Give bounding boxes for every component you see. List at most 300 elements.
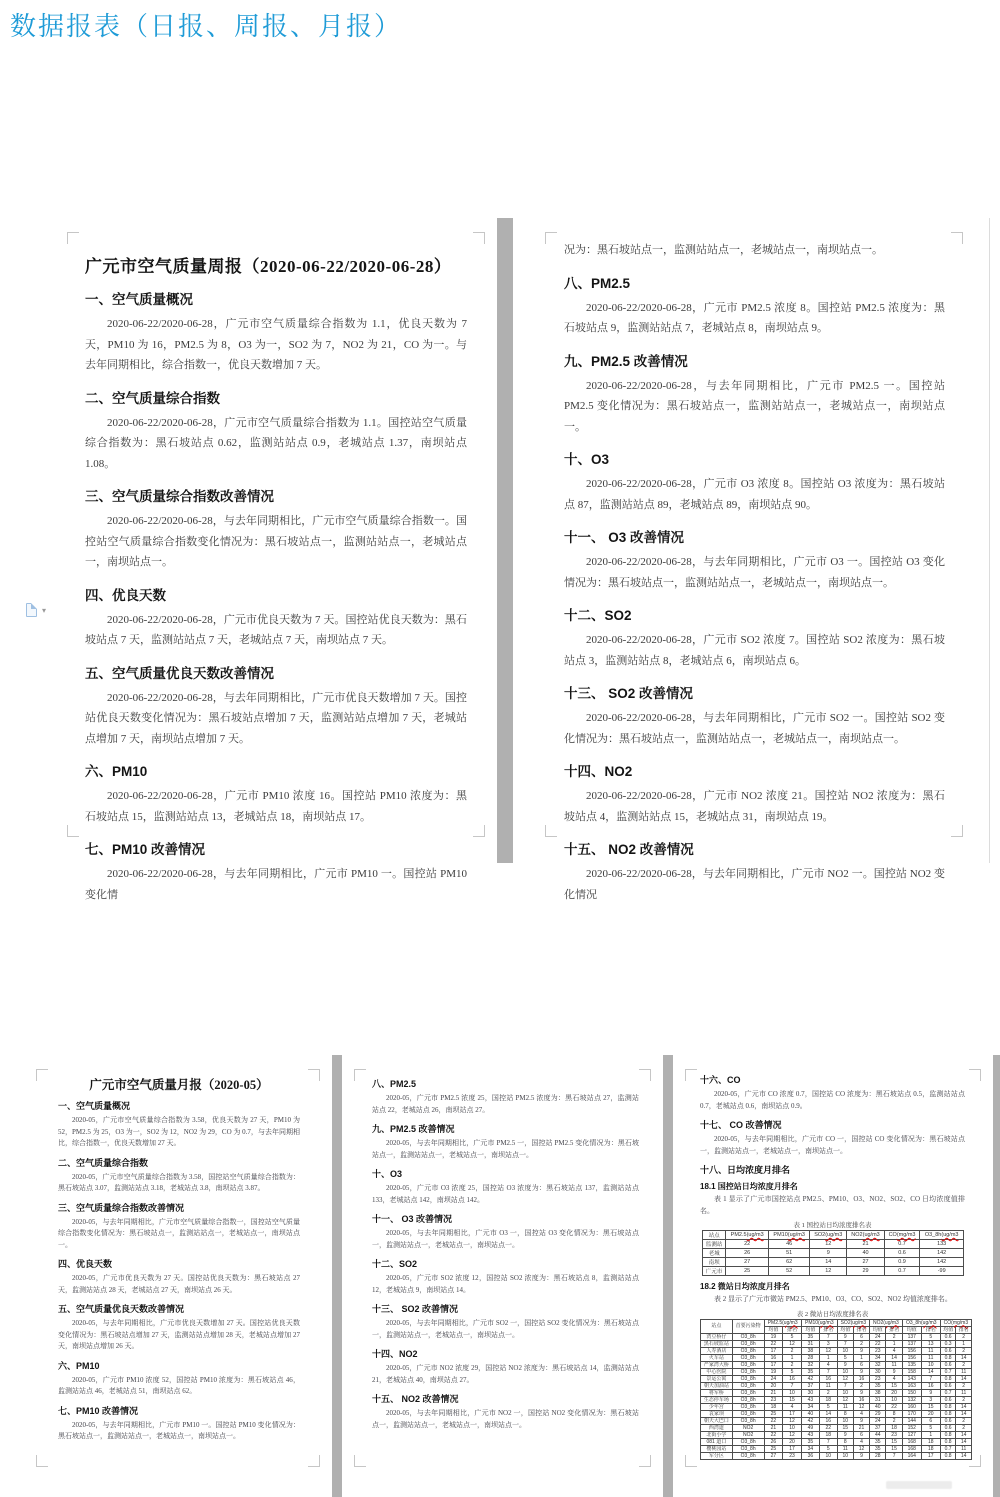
station-name-cell: 中心医院 bbox=[701, 1368, 733, 1375]
page-margin-mark bbox=[545, 825, 557, 837]
table-cell: 15 bbox=[886, 1438, 902, 1445]
table-cell: 9 bbox=[853, 1347, 869, 1354]
table-cell: 35 bbox=[801, 1438, 819, 1445]
table-cell: 9 bbox=[837, 1431, 853, 1438]
table-cell: 3 bbox=[819, 1340, 837, 1347]
table-cell: 23 bbox=[870, 1375, 886, 1382]
primary-pollutant-cell: O3_8h bbox=[732, 1368, 764, 1375]
table-cell: 14 bbox=[956, 1403, 972, 1410]
table-cell: 16 bbox=[921, 1382, 940, 1389]
primary-pollutant-cell: O3_8h bbox=[732, 1445, 764, 1452]
table-cell: 8 bbox=[886, 1410, 902, 1417]
table-cell: 0.6 bbox=[884, 1249, 920, 1258]
table-cell: 4 bbox=[819, 1361, 837, 1368]
primary-pollutant-cell: O3_8h bbox=[732, 1410, 764, 1417]
report-section bbox=[372, 1347, 639, 1386]
table-cell: 11 bbox=[837, 1445, 853, 1452]
weekly-report-page-1 bbox=[55, 218, 497, 901]
table-cell: 0.6 bbox=[940, 1396, 956, 1403]
section-heading: 七、PM10 改善情况 bbox=[85, 842, 206, 857]
table-cell: 137 bbox=[902, 1333, 921, 1340]
table-cell: 156 bbox=[902, 1354, 921, 1361]
table-cell: 35 bbox=[801, 1333, 819, 1340]
table-cell: 13 bbox=[921, 1340, 940, 1347]
section-body: 2020-05，与去年同期相比，广元市优良天数增加 27 天。国控站优良天数变化情况为：黑石坡站点增加 27 天，监测站站点增加 28 天，老城站点增加 27 天，南坝站点增加 26 天。 bbox=[58, 1319, 300, 1350]
table-cell: 0.6 bbox=[940, 1424, 956, 1431]
table-cell: 156 bbox=[902, 1347, 921, 1354]
table-cell: 150 bbox=[902, 1389, 921, 1396]
table-cell: 27 bbox=[726, 1258, 769, 1267]
table-cell: 4 bbox=[783, 1403, 802, 1410]
national-ranking-desc: 表 1 显示了广元市国控站点 PM2.5、PM10、O3、NO2、SO2、CO 日均浓度值排名。 bbox=[700, 1195, 965, 1215]
report-section bbox=[564, 838, 945, 905]
section-body: 2020-05，广元市 O3 浓度 25，国控站 O3 浓度为：黑石坡站点 137，监测站站点 133，老城站点 142，南坝站点 142。 bbox=[372, 1184, 639, 1204]
table-cell: 3 bbox=[921, 1396, 940, 1403]
report-section bbox=[85, 584, 467, 651]
station-name-cell: 军分区 bbox=[701, 1452, 733, 1459]
table-cell: 11 bbox=[956, 1445, 972, 1452]
station-name-cell: 北街小学 bbox=[701, 1431, 733, 1438]
table-row bbox=[703, 1267, 964, 1276]
section-body: 2020-06-22/2020-06-28，广元市空气质量综合指数为 1.1。国控站空气质量综合指数为：黑石坡站点 0.62，监测站站点 0.9，老城站点 1.37，南坝站点 1.08。 bbox=[85, 416, 467, 470]
page-gap bbox=[663, 1055, 673, 1497]
table-cell: 9 bbox=[853, 1417, 869, 1424]
subheader-cell: 排名 bbox=[956, 1326, 972, 1333]
report-section bbox=[58, 1404, 300, 1443]
weekly-report-page-2 bbox=[513, 218, 975, 901]
primary-pollutant-cell: O3_8h bbox=[732, 1438, 764, 1445]
station-name-cell: 生态停车场 bbox=[701, 1396, 733, 1403]
viewport-edge-strip bbox=[993, 1055, 1000, 1497]
table-cell: 20 bbox=[886, 1389, 902, 1396]
report-section bbox=[372, 1257, 639, 1296]
primary-pollutant-cell: O3_8h bbox=[732, 1347, 764, 1354]
section-heading: 十六、CO bbox=[700, 1075, 741, 1085]
monthly-page2-sections bbox=[372, 1077, 639, 1431]
table-cell: 49 bbox=[801, 1424, 819, 1431]
subheader-cell: 排名 bbox=[921, 1326, 940, 1333]
table-cell: 5 bbox=[819, 1403, 837, 1410]
table-cell: -99 bbox=[920, 1267, 964, 1276]
section-body: 2020-05，与去年同期相比，广元市 O3 一，国控站 O3 变化情况为：黑石坡站点一，监测站站点一，老城站点一，南坝站点一。 bbox=[372, 1229, 639, 1249]
table-row bbox=[701, 1333, 972, 1340]
page-margin-mark bbox=[685, 1069, 697, 1081]
table-cell: 37 bbox=[870, 1424, 886, 1431]
table-cell: 17 bbox=[783, 1410, 802, 1417]
report-section bbox=[372, 1122, 639, 1161]
table-cell: 6 bbox=[853, 1333, 869, 1340]
table-cell: 10 bbox=[837, 1347, 853, 1354]
table-cell: 142 bbox=[920, 1258, 964, 1267]
report-section bbox=[564, 604, 945, 671]
subheader-cell: 排名 bbox=[783, 1326, 802, 1333]
unit-label: (mg/m3 bbox=[896, 1232, 916, 1238]
table-cell: 0.8 bbox=[940, 1410, 956, 1417]
table-cell: 38 bbox=[801, 1347, 819, 1354]
table-cell: 142 bbox=[920, 1249, 964, 1258]
page-margin-mark bbox=[545, 232, 557, 244]
section-heading: 四、优良天数 bbox=[85, 587, 166, 603]
table-cell: 29 bbox=[870, 1410, 886, 1417]
table-row bbox=[701, 1445, 972, 1452]
table-body bbox=[701, 1333, 972, 1459]
table-cell: 15 bbox=[783, 1396, 802, 1403]
micro-ranking-subheading: 18.2 微站日均浓度月排名 bbox=[700, 1282, 790, 1291]
report-section bbox=[58, 1257, 300, 1296]
table-cell: 12 bbox=[783, 1417, 802, 1424]
table-cell: 163 bbox=[902, 1382, 921, 1389]
table-cell: 11 bbox=[819, 1382, 837, 1389]
table-cell: 6 bbox=[921, 1417, 940, 1424]
table-cell: 0.8 bbox=[940, 1438, 956, 1445]
station-name-cell: 朝天加油站 bbox=[701, 1382, 733, 1389]
table-cell: 9 bbox=[921, 1389, 940, 1396]
table-cell: 168 bbox=[902, 1438, 921, 1445]
table-cell: 16 bbox=[853, 1396, 869, 1403]
section-heading: 十、O3 bbox=[372, 1169, 403, 1179]
section-heading: 十、O3 bbox=[564, 452, 610, 467]
station-name-cell: 黑石坡监站 bbox=[701, 1340, 733, 1347]
report-section bbox=[85, 760, 467, 827]
report-section bbox=[85, 485, 467, 573]
table-cell: 170 bbox=[902, 1410, 921, 1417]
section-body: 2020-05，与去年同期相比，广元市 PM10 一。国控站 PM10 变化情况为：黑石坡站点一，监测站站点一，老城站点一，南坝站点一。 bbox=[58, 1420, 300, 1440]
table-cell: 52 bbox=[769, 1267, 810, 1276]
table-cell: 9 bbox=[853, 1368, 869, 1375]
table-cell: 31 bbox=[801, 1340, 819, 1347]
primary-pollutant-cell: O3_8h bbox=[732, 1417, 764, 1424]
table-cell: 20 bbox=[921, 1410, 940, 1417]
table-cell: 9 bbox=[853, 1452, 869, 1459]
section-body: 2020-06-22/2020-06-28，广元市空气质量综合指数为 1.1，优良天数为 7 天，PM10 为 16，PM2.5 为 8，O3 为一，SO2 为 7，NO2 为 21，CO 为一。与去年同期相比，综合指数一，优良天数增加 7 天。 bbox=[85, 318, 467, 371]
table-cell: 22 bbox=[819, 1424, 837, 1431]
table-cell: 21 bbox=[764, 1389, 783, 1396]
section-body: 2020-06-22/2020-06-28，广元市优良天数为 7 天。国控站优良天数为：黑石坡站点 7 天，监测站站点 7 天，老城站点 7 天，南坝站点 7 天。 bbox=[85, 613, 467, 646]
report-section bbox=[372, 1392, 639, 1431]
table-cell: 9 bbox=[810, 1249, 847, 1258]
table-cell: 0.7 bbox=[940, 1445, 956, 1452]
pollutant-header-cell: PM2.5(ug/m3 bbox=[764, 1319, 801, 1326]
table-cell: 0.8 bbox=[940, 1354, 956, 1361]
table-row bbox=[701, 1438, 972, 1445]
table-cell: 132 bbox=[902, 1396, 921, 1403]
section-heading: 十三、 SO2 改善情况 bbox=[564, 686, 694, 701]
section-heading: 三、空气质量综合指数改善情况 bbox=[58, 1202, 185, 1213]
table-cell: 35 bbox=[870, 1382, 886, 1389]
primary-pollutant-cell: O3_8h bbox=[732, 1340, 764, 1347]
table-cell: 62 bbox=[769, 1258, 810, 1267]
table-cell: 18 bbox=[819, 1396, 837, 1403]
subheader-cell: 排名 bbox=[819, 1326, 837, 1333]
subheader-cell: 均值 bbox=[902, 1326, 921, 1333]
section-body: 2020-05，广元市 PM10 浓度 52，国控站 PM10 浓度为：黑石坡站点 46，监测站站点 46，老城站点 51，南坝站点 62。 bbox=[58, 1375, 300, 1395]
table-cell: 44 bbox=[870, 1431, 886, 1438]
table-cell: 16 bbox=[783, 1375, 802, 1382]
table-cell: 1 bbox=[921, 1431, 940, 1438]
station-name-cell: 严家湾大桥 bbox=[701, 1361, 733, 1368]
table-cell: 17 bbox=[764, 1361, 783, 1368]
table-cell: 10 bbox=[886, 1396, 902, 1403]
table-cell: 5 bbox=[783, 1368, 802, 1375]
table-header-row bbox=[703, 1231, 964, 1240]
weekly-report-title: 广元市空气质量周报（2020-06-22/2020-06-28） bbox=[85, 257, 452, 276]
section-body: 2020-06-22/2020-06-28，与去年同期相比，广元市 NO2 一。国控站 NO2 变化情况 bbox=[564, 868, 945, 901]
table-cell: 0.7 bbox=[884, 1267, 920, 1276]
report-section bbox=[58, 1359, 300, 1398]
table-cell: 133 bbox=[920, 1240, 964, 1249]
subheader-cell: 排名 bbox=[886, 1326, 902, 1333]
station-name-cell: 樱桃园站 bbox=[701, 1445, 733, 1452]
table-cell: 7 bbox=[837, 1340, 853, 1347]
table-cell: 0.7 bbox=[940, 1368, 956, 1375]
table-cell: 35 bbox=[870, 1438, 886, 1445]
section-body: 2020-06-22/2020-06-28，与去年同期相比，广元市 PM2.5 一。国控站 PM2.5 变化情况为：黑石坡站点一，监测站站点一，老城站点一，南坝站点一。 bbox=[564, 379, 945, 433]
section-body: 2020-05，广元市空气质量综合指数为 3.58，国控站空气质量综合指数为：黑石坡站点 3.07，监测站站点 3.18，老城站点 3.8，南坝站点 3.87。 bbox=[58, 1172, 300, 1192]
table-cell: 144 bbox=[902, 1417, 921, 1424]
table-cell: 160 bbox=[902, 1403, 921, 1410]
table-cell: 18 bbox=[921, 1445, 940, 1452]
table-row bbox=[703, 1249, 964, 1258]
station-name-cell: 少年宫 bbox=[701, 1403, 733, 1410]
section-body: 2020-06-22/2020-06-28，广元市 SO2 浓度 7。国控站 SO2 浓度为：黑石坡站点 3，监测站站点 8，老城站点 6，南坝站点 6。 bbox=[564, 634, 945, 667]
section-body: 2020-05，广元市 SO2 浓度 12，国控站 SO2 浓度为：黑石坡站点 8，监测站站点 12，老城站点 9，南坝站点 14。 bbox=[372, 1274, 639, 1294]
table-cell: 10 bbox=[819, 1452, 837, 1459]
unit-label: (ug/m3 bbox=[941, 1232, 959, 1238]
table-cell: 29 bbox=[847, 1267, 884, 1276]
page-margin-mark bbox=[951, 232, 963, 244]
table-cell: 9 bbox=[837, 1361, 853, 1368]
table-cell: 26 bbox=[764, 1438, 783, 1445]
table-cell: 12 bbox=[810, 1267, 847, 1276]
table-cell: 2 bbox=[853, 1382, 869, 1389]
page-gap bbox=[497, 218, 513, 863]
section-heading: 八、PM2.5 bbox=[564, 275, 631, 291]
table-cell: 35 bbox=[870, 1445, 886, 1452]
table-row bbox=[701, 1424, 972, 1431]
section-body: 2020-06-22/2020-06-28，与去年同期相比，广元市优良天数增加 7 天。国控站优良天数变化情况为：黑石坡站点增加 7 天，监测站站点增加 7 天，老城站点增加 7 天，南坝站点增加 7 天。 bbox=[85, 691, 467, 745]
subheader-cell: 均值 bbox=[837, 1326, 853, 1333]
table-cell: 14 bbox=[956, 1452, 972, 1459]
section-body: 2020-05，与去年同期相比，广元市 CO 一，国控站 CO 变化情况为：黑石坡站点一，监测站站点一，老城站点一，南坝站点一。 bbox=[700, 1135, 965, 1155]
table-cell: 25 bbox=[764, 1445, 783, 1452]
section-heading: 二、空气质量综合指数 bbox=[85, 390, 220, 406]
section-heading: 十五、 NO2 改善情况 bbox=[564, 842, 694, 857]
table-cell: 2 bbox=[956, 1396, 972, 1403]
table-cell: 16 bbox=[764, 1354, 783, 1361]
page-margin-mark bbox=[354, 1069, 366, 1081]
report-section bbox=[564, 448, 945, 515]
table-cell: 17 bbox=[783, 1445, 802, 1452]
table-cell: 0.6 bbox=[940, 1347, 956, 1354]
page-options-button[interactable] bbox=[26, 603, 52, 619]
table-row bbox=[701, 1375, 972, 1382]
table-cell: 22 bbox=[764, 1340, 783, 1347]
section-body: 2020-06-22/2020-06-28，与去年同期相比，广元市 PM10 一。国控站 PM10 变化情 bbox=[85, 868, 467, 901]
pollutant-header-cell: O3_8h(ug/m3 bbox=[902, 1319, 940, 1326]
station-name-cell: 西湾道 bbox=[701, 1424, 733, 1431]
table-cell: 5 bbox=[783, 1333, 802, 1340]
pollutant-header-cell: NO2(ug/m3 bbox=[870, 1319, 903, 1326]
primary-pollutant-cell: O3_8h bbox=[732, 1333, 764, 1340]
table-cell: 30 bbox=[801, 1389, 819, 1396]
unit-label: (ug/m3 bbox=[746, 1232, 764, 1238]
section-heading: 三、空气质量综合指数改善情况 bbox=[85, 489, 274, 504]
table-cell: 8 bbox=[837, 1438, 853, 1445]
page-margin-mark bbox=[969, 1455, 981, 1467]
table-cell: 19 bbox=[764, 1333, 783, 1340]
table-cell: 43 bbox=[801, 1431, 819, 1438]
report-section bbox=[372, 1212, 639, 1251]
page-margin-mark bbox=[473, 232, 485, 244]
report-section bbox=[85, 838, 467, 905]
table-cell: 11 bbox=[956, 1368, 972, 1375]
table-cell: 34 bbox=[801, 1403, 819, 1410]
table-cell: 12 bbox=[783, 1340, 802, 1347]
table-cell: 2 bbox=[886, 1417, 902, 1424]
table-cell: 24 bbox=[870, 1417, 886, 1424]
section-heading: 十五、 NO2 改善情况 bbox=[372, 1394, 459, 1404]
national-ranking-subheading: 18.1 国控站日均浓度月排名 bbox=[700, 1182, 798, 1191]
table-cell: 10 bbox=[921, 1361, 940, 1368]
table-row bbox=[701, 1354, 972, 1361]
table-cell: 143 bbox=[902, 1375, 921, 1382]
table-cell: 5 bbox=[837, 1354, 853, 1361]
ranking-heading: 十八、日均浓度月排名 bbox=[700, 1165, 791, 1175]
report-section bbox=[564, 272, 945, 339]
report-section bbox=[85, 662, 467, 750]
table-cell: 0.6 bbox=[940, 1382, 956, 1389]
table-cell: 22 bbox=[764, 1431, 783, 1438]
station-col-header: 站点 bbox=[701, 1319, 733, 1333]
table-cell: 1 bbox=[956, 1340, 972, 1347]
section-heading: 七、PM10 改善情况 bbox=[58, 1405, 139, 1416]
table-cell: 15 bbox=[886, 1382, 902, 1389]
section-body: 2020-06-22/2020-06-28，与去年同期相比，广元市 SO2 一。国控站 SO2 变化情况为：黑石坡站点一，监测站站点一，老城站点一，南坝站点一。 bbox=[564, 712, 945, 745]
table-cell: 37 bbox=[801, 1382, 819, 1389]
section-body: 2020-06-22/2020-06-28，广元市 PM10 浓度 16。国控站 PM10 浓度为：黑石坡站点 15，监测站站点 13，老城站点 18，南坝站点 17。 bbox=[85, 790, 467, 823]
table-cell: 135 bbox=[902, 1361, 921, 1368]
section-body: 2020-05，广元市 NO2 浓度 29，国控站 NO2 浓度为：黑石坡站点 14，监测站站点 21，老城站点 40，南坝站点 27。 bbox=[372, 1364, 639, 1384]
unit-label: (ug/m3 bbox=[787, 1232, 805, 1238]
table-cell: 14 bbox=[956, 1410, 972, 1417]
primary-pollutant-cell: O3_8h bbox=[732, 1403, 764, 1410]
chevron-down-icon: ▾ bbox=[42, 606, 47, 615]
section-body: 2020-05，广元市 PM2.5 浓度 25，国控站 PM2.5 浓度为：黑石坡站点 27，监测站站点 22，老城站点 26，南坝站点 27。 bbox=[372, 1094, 639, 1114]
table-cell: 2 bbox=[853, 1340, 869, 1347]
table-cell: 9 bbox=[837, 1333, 853, 1340]
table-body bbox=[703, 1240, 964, 1276]
table-row bbox=[703, 1258, 964, 1267]
section-body: 2020-05，与去年同期相比，广元市 PM2.5 一，国控站 PM2.5 变化情况为：黑石坡站点一，监测站站点一，老城站点一，南坝站点一。 bbox=[372, 1139, 639, 1159]
table-cell: 14 bbox=[886, 1354, 902, 1361]
table-cell: 2 bbox=[783, 1361, 802, 1368]
table-cell: 168 bbox=[902, 1445, 921, 1452]
unit-label: (ug/m3 bbox=[782, 1319, 798, 1326]
table-cell: 15 bbox=[886, 1445, 902, 1452]
table-cell: 7 bbox=[837, 1382, 853, 1389]
weekly-page1-sections bbox=[85, 288, 467, 905]
table-cell: 12 bbox=[853, 1445, 869, 1452]
table-cell: 10 bbox=[837, 1368, 853, 1375]
table-cell: 127 bbox=[902, 1431, 921, 1438]
section-heading: 十四、NO2 bbox=[564, 764, 633, 779]
report-section bbox=[85, 288, 467, 376]
table-cell: 14 bbox=[956, 1438, 972, 1445]
table-cell: 12 bbox=[783, 1431, 802, 1438]
table-cell: 7 bbox=[783, 1382, 802, 1389]
table-cell: 2 bbox=[956, 1347, 972, 1354]
section-heading: 一、空气质量概况 bbox=[85, 292, 193, 307]
table-cell: 0.7 bbox=[940, 1389, 956, 1396]
table-header-cell: NO2(ug/m3 bbox=[847, 1231, 884, 1240]
station-name-cell: 人寿酒店 bbox=[701, 1347, 733, 1354]
table-row bbox=[701, 1452, 972, 1459]
table-cell: 27 bbox=[764, 1452, 783, 1459]
table-cell: 24 bbox=[764, 1375, 783, 1382]
table-cell: 11 bbox=[837, 1403, 853, 1410]
section-heading: 十七、 CO 改善情况 bbox=[700, 1120, 782, 1130]
pollutant-header-cell: CO(mg/m3 bbox=[940, 1319, 971, 1326]
section-body: 2020-05，广元市优良天数为 27 天。国控站优良天数为：黑石坡站点 27 天，监测站站点 28 天，老城站点 27 天，南坝站点 26 天。 bbox=[58, 1274, 300, 1294]
table-cell: 2 bbox=[956, 1424, 972, 1431]
subheader-cell: 排名 bbox=[853, 1326, 869, 1333]
viewport-edge-line bbox=[989, 218, 990, 863]
table-cell: 17 bbox=[921, 1452, 940, 1459]
table-cell: 21 bbox=[847, 1240, 884, 1249]
report-section bbox=[564, 760, 945, 827]
page-margin-mark bbox=[639, 1069, 651, 1081]
section-heading: 十一、 O3 改善情况 bbox=[372, 1214, 453, 1224]
table-cell: 18 bbox=[819, 1431, 837, 1438]
table-cell: 12 bbox=[853, 1403, 869, 1410]
table-row bbox=[703, 1240, 964, 1249]
table-cell: 0.7 bbox=[884, 1240, 920, 1249]
table-cell: 14 bbox=[921, 1368, 940, 1375]
unit-label: (ug/m3 bbox=[883, 1319, 899, 1326]
table-cell: 0.8 bbox=[940, 1375, 956, 1382]
monthly-page3-sections bbox=[700, 1073, 965, 1157]
table-cell: 23 bbox=[783, 1452, 802, 1459]
table-row bbox=[701, 1410, 972, 1417]
subheader-cell: 均值 bbox=[764, 1326, 783, 1333]
table-cell: 40 bbox=[847, 1249, 884, 1258]
section-heading: 八、PM2.5 bbox=[372, 1079, 417, 1089]
table-cell: 15 bbox=[921, 1403, 940, 1410]
table-cell: 12 bbox=[810, 1240, 847, 1249]
table-cell: 2 bbox=[956, 1361, 972, 1368]
table-cell: 40 bbox=[870, 1403, 886, 1410]
table-cell: 19 bbox=[764, 1368, 783, 1375]
table-cell: 2 bbox=[783, 1347, 802, 1354]
report-section bbox=[58, 1302, 300, 1353]
section-body: 2020-05，广元市空气质量综合指数为 3.58，优良天数为 27 天，PM10 为 52，PM2.5 为 25，O3 为一，SO2 为 12，NO2 为 29，CO 为 0.7，与去年同期相比，综合指数一，优良天数增加 27 天。 bbox=[58, 1116, 300, 1147]
table-cell: 18 bbox=[764, 1403, 783, 1410]
table-row bbox=[701, 1347, 972, 1354]
table-header-cell: CO(mg/m3 bbox=[884, 1231, 920, 1240]
table-cell: 1 bbox=[819, 1354, 837, 1361]
table-cell: 2 bbox=[956, 1333, 972, 1340]
table-header-cell: PM10(ug/m3 bbox=[769, 1231, 810, 1240]
station-name-cell: 老城 bbox=[703, 1249, 726, 1258]
table-cell: 11 bbox=[921, 1354, 940, 1361]
table-cell: 2 bbox=[819, 1389, 837, 1396]
table-cell: 164 bbox=[902, 1452, 921, 1459]
table-cell: 22 bbox=[726, 1240, 769, 1249]
table-cell: 0.8 bbox=[940, 1431, 956, 1438]
table-cell: 24 bbox=[870, 1333, 886, 1340]
monthly-page1-sections bbox=[58, 1099, 300, 1443]
station-name-cell: 朝天大巴口 bbox=[701, 1417, 733, 1424]
